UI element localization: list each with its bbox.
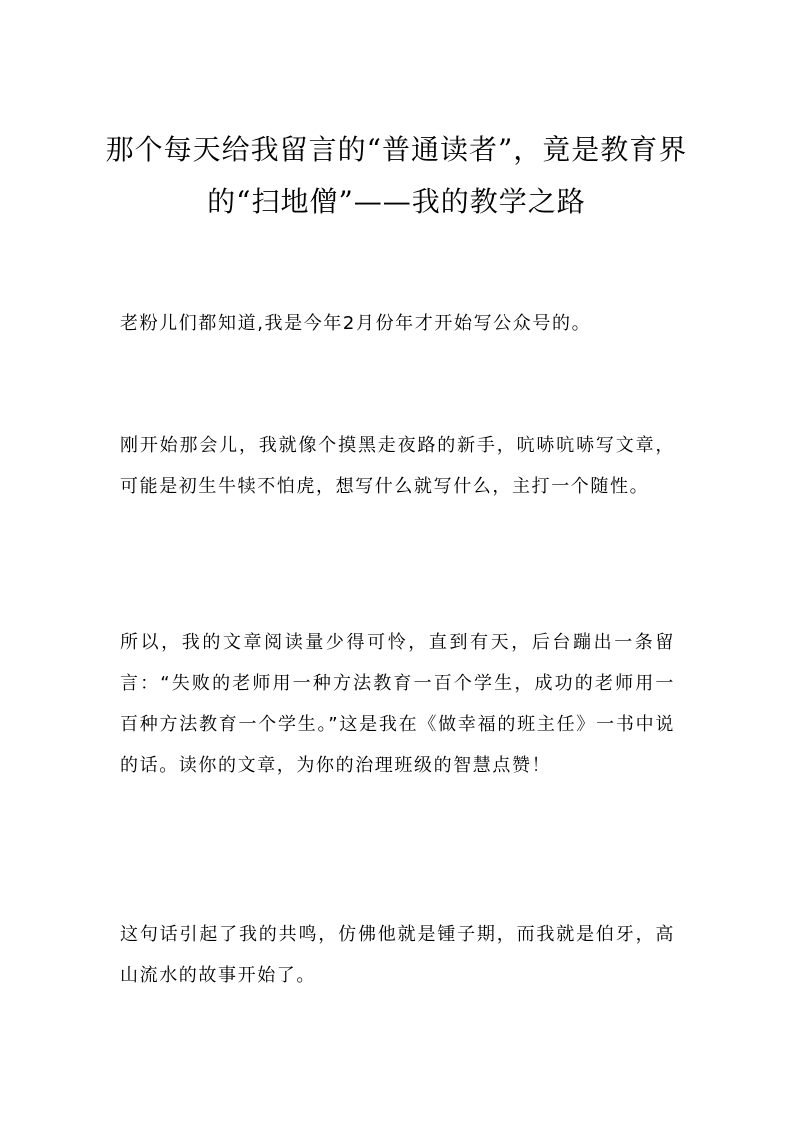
paragraph-4: 这句话引起了我的共鸣，仿佛他就是锺子期，而我就是伯牙，高山流水的故事开始了。: [120, 924, 675, 986]
paragraph-2: 刚开始那会儿，我就像个摸黑走夜路的新手，吭哧吭哧写文章，可能是初生牛犊不怕虎，想写什么就写什么，主打一个随性。: [120, 435, 675, 497]
document-title: 那个每天给我留言的“普通读者”，竟是教育界的“扫地僧”——我的教学之路: [105, 133, 688, 218]
paragraph-3: 所以，我的文章阅读量少得可怜，直到有天，后台蹦出一条留言：“失败的老师用一种方法教育一百个学生，成功的老师用一百种方法教育一个学生。”这是我在《做幸福的班主任》一书中说的话。读你的文章，为你的治理班级的智慧点赞！: [120, 632, 675, 776]
paragraph-1: 老粉儿们都知道,我是今年2月份年才开始写公众号的。: [120, 313, 592, 334]
